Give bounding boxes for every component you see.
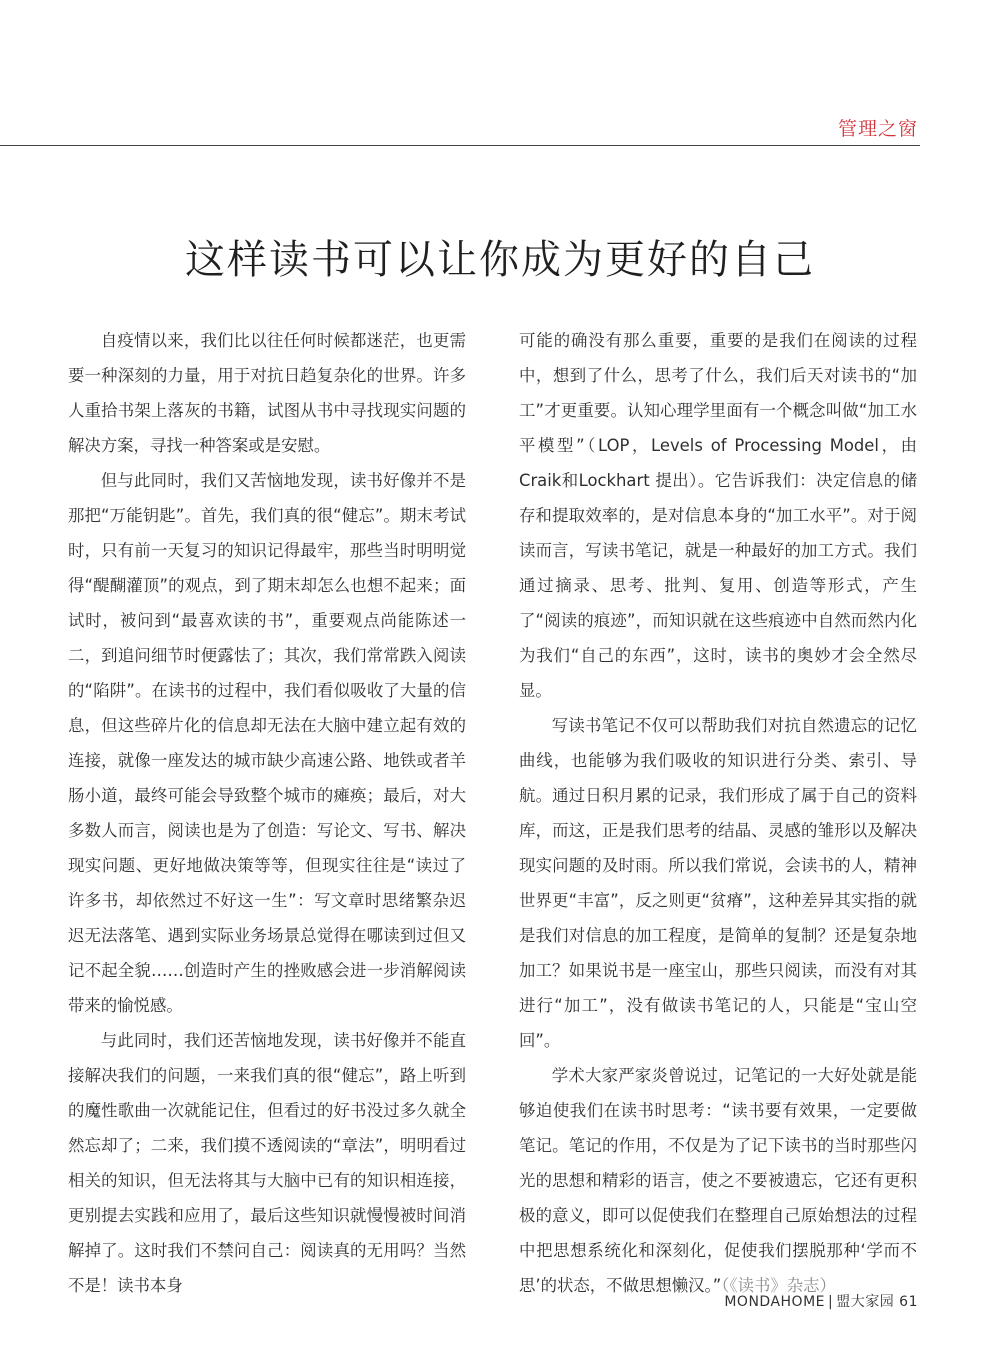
paragraph: 写读书笔记不仅可以帮助我们对抗自然遗忘的记忆曲线，也能够为我们吸收的知识进行分类、索引、导航。通过日积月累的记录，我们形成了属于自己的资料库，而这，正是我们思考的结晶、灵感的雏形以及解决现实问题的及时雨。所以我们常说，会读书的人，精神世界更“丰富”，反之则更“贫瘠”，这种差异其实指的就是我们对信息的加工程度，是简单的复制？还是复杂地加工？如果说书是一座宝山，那些只阅读，而没有对其进行“加工”，没有做读书笔记的人，只能是“宝山空回”。 bbox=[519, 716, 917, 1050]
footer-brand: MONDAHOME bbox=[724, 1294, 825, 1310]
article-column-right bbox=[519, 323, 917, 1303]
page-number: 61 bbox=[899, 1294, 918, 1310]
paragraph-text: 学术大家严家炎曾说过，记笔记的一大好处就是能够迫使我们在读书时思考：“读书要有效果，一定要做笔记。笔记的作用，不仅是为了记下读书的当时那些闪光的思想和精彩的语言，使之不要被遗忘，它还有更积极的意义，即可以促使我们在整理自己原始想法的过程中把思想系统化和深刻化，促使我们摆脱那种‘学而不思’的状态，不做思想懒汉。” bbox=[519, 1066, 917, 1295]
article-title: 这样读书可以让你成为更好的自己 bbox=[185, 237, 815, 283]
paragraph: 但与此同时，我们又苦恼地发现，读书好像并不是那把“万能钥匙”。首先，我们真的很“健忘”。期末考试时，只有前一天复习的知识记得最牢，那些当时明明觉得“醍醐灌顶”的观点，到了期末却怎么也想不起来；面试时，被问到“最喜欢读的书”，重要观点尚能陈述一二，到追问细节时便露怯了；其次，我们常常跌入阅读的“陷阱”。在读书的过程中，我们看似吸收了大量的信息，但这些碎片化的信息却无法在大脑中建立起有效的连接，就像一座发达的城市缺少高速公路、地铁或者羊肠小道，最终可能会导致整个城市的瘫痪；最后，对大多数人而言，阅读也是为了创造：写论文、写书、解决现实问题、更好地做决策等等，但现实往往是“读过了许多书，却依然过不好这一生”：写文章时思绪繁杂迟迟无法落笔、遇到实际业务场景总觉得在哪读到过但又记不起全貌……创造时产生的挫败感会进一步消解阅读带来的愉悦感。 bbox=[68, 471, 466, 1015]
footer-publication: 盟大家园 bbox=[836, 1294, 895, 1310]
source-citation: （《读书》杂志） bbox=[721, 1276, 836, 1295]
header-divider bbox=[0, 145, 920, 146]
page-footer bbox=[724, 1291, 918, 1311]
paragraph: 自疫情以来，我们比以往任何时候都迷茫，也更需要一种深刻的力量，用于对抗日趋复杂化的世界。许多人重拾书架上落灰的书籍，试图从书中寻找现实问题的解决方案，寻找一种答案或是安慰。 bbox=[68, 331, 466, 455]
article-column-left bbox=[68, 323, 466, 1303]
section-label: 管理之窗 bbox=[837, 118, 918, 140]
paragraph-continued: 可能的确没有那么重要，重要的是我们在阅读的过程中，想到了什么，思考了什么，我们后天对读书的“加工”才更重要。认知心理学里面有一个概念叫做“加工水平模型”（LOP，Levels of Processing Model，由 Craik和Lockhart 提出）。它告诉我们：决定信息的储存和提取效率的，是对信息本身的“加工水平”。对于阅读而言，写读书笔记，就是一种最好的加工方式。我们通过摘录、思考、批判、复用、创造等形式，产生了“阅读的痕迹”，而知识就在这些痕迹中自然而然内化为我们“自己的东西”，这时，读书的奥妙才会全然尽显。 bbox=[519, 331, 917, 700]
paragraph: 与此同时，我们还苦恼地发现，读书好像并不能直接解决我们的问题，一来我们真的很“健忘”，路上听到的魔性歌曲一次就能记住，但看过的好书没过多久就全然忘却了；二来，我们摸不透阅读的“章法”，明明看过相关的知识，但无法将其与大脑中已有的知识相连接，更别提去实践和应用了，最后这些知识就慢慢被时间消解掉了。这时我们不禁问自己：阅读真的无用吗？当然不是！读书本身 bbox=[68, 1031, 466, 1295]
footer-separator: | bbox=[828, 1294, 834, 1310]
paragraph bbox=[519, 1058, 917, 1303]
